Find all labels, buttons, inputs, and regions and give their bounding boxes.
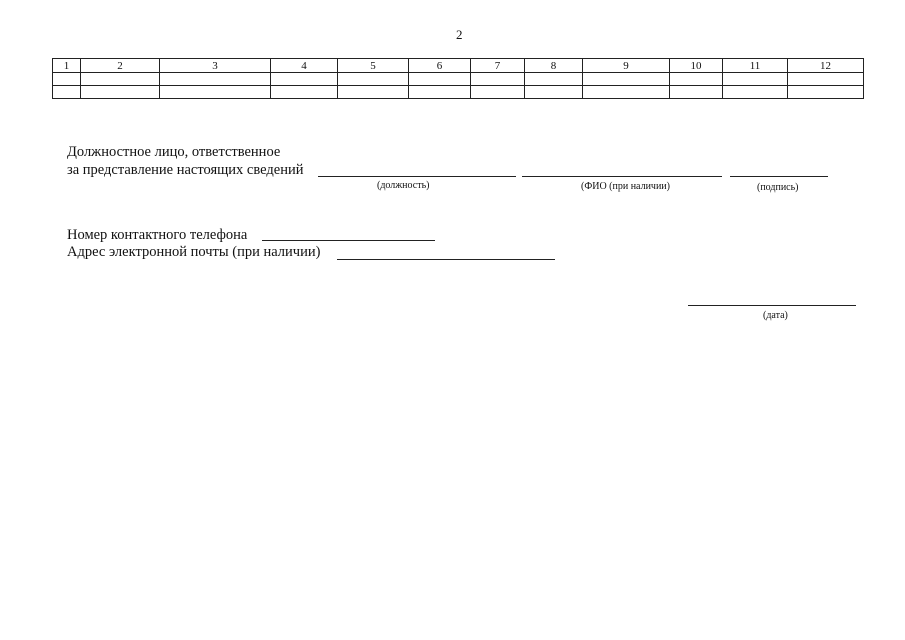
column-header: 6 [409,59,471,73]
email-label: Адрес электронной почты (при наличии) [67,244,321,260]
official-heading-line1: Должностное лицо, ответственное [67,144,281,160]
name-field[interactable] [522,176,722,177]
date-field[interactable] [688,305,856,306]
table-cell [583,73,670,86]
table-cell [271,73,338,86]
table-cell [788,73,864,86]
signature-caption: (подпись) [757,182,799,193]
table-cell [81,73,160,86]
table-cell [583,86,670,99]
name-caption: (ФИО (при наличии) [581,181,670,192]
table-cell [271,86,338,99]
table-cell [160,73,271,86]
signature-field[interactable] [730,176,828,177]
table-row [53,73,864,86]
table-cell [471,73,525,86]
table-cell [670,86,723,99]
column-header: 3 [160,59,271,73]
position-field[interactable] [318,176,516,177]
phone-field[interactable] [262,240,435,241]
table-cell [53,73,81,86]
table-cell [81,86,160,99]
column-header: 2 [81,59,160,73]
data-table [52,58,864,99]
column-header: 7 [471,59,525,73]
column-header: 9 [583,59,670,73]
page-number: 2 [456,27,463,42]
table-cell [525,73,583,86]
column-header: 5 [338,59,409,73]
table-row [53,86,864,99]
table-cell [160,86,271,99]
table-cell [723,86,788,99]
column-header: 11 [723,59,788,73]
table-cell [471,86,525,99]
table-cell [53,86,81,99]
date-caption: (дата) [763,310,788,321]
table-cell [409,86,471,99]
column-header: 1 [53,59,81,73]
table-cell [525,86,583,99]
table-cell [409,73,471,86]
position-caption: (должность) [377,180,430,191]
column-header: 10 [670,59,723,73]
column-header: 4 [271,59,338,73]
table-cell [723,73,788,86]
table-header-row [53,59,864,73]
email-field[interactable] [337,259,555,260]
column-header: 12 [788,59,864,73]
official-heading-line2: за представление настоящих сведений [67,162,304,178]
phone-label: Номер контактного телефона [67,227,248,243]
table-cell [338,73,409,86]
table-cell [670,73,723,86]
table-cell [788,86,864,99]
column-header: 8 [525,59,583,73]
table-cell [338,86,409,99]
